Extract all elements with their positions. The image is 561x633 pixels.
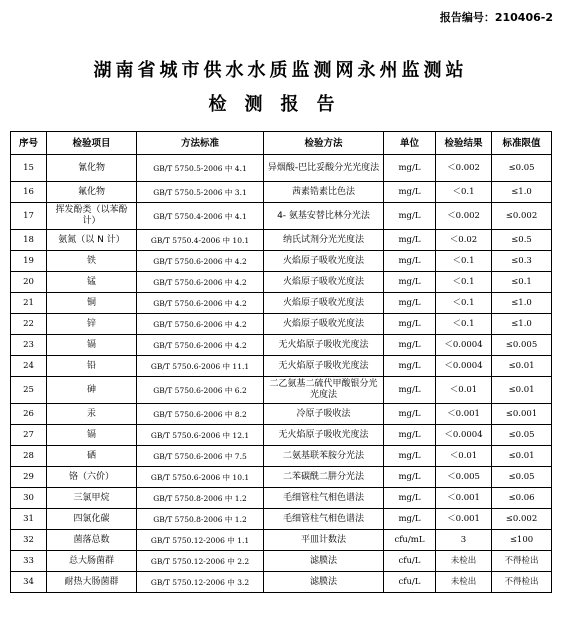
table-row (11, 272, 552, 293)
cell-limit: ≤0.002 (492, 203, 552, 230)
cell-result: ＜0.005 (436, 467, 492, 488)
cell-seq: 19 (11, 251, 47, 272)
column-header-item: 检验项目 (47, 132, 137, 155)
column-header-standard: 方法标准 (137, 132, 264, 155)
cell-unit: mg/L (384, 203, 436, 230)
cell-limit: ≤0.01 (492, 446, 552, 467)
cell-method: 二乙氨基二硫代甲酸银分光光度法 (264, 377, 384, 404)
cell-seq: 23 (11, 335, 47, 356)
cell-seq: 30 (11, 488, 47, 509)
cell-item: 砷 (47, 377, 137, 404)
table-row (11, 356, 552, 377)
cell-result: 未检出 (436, 572, 492, 593)
cell-seq: 24 (11, 356, 47, 377)
cell-standard: GB/T 5750.4-2006 中 10.1 (137, 230, 264, 251)
table-row (11, 230, 552, 251)
table-row (11, 572, 552, 593)
cell-unit: mg/L (384, 467, 436, 488)
cell-limit: ≤0.06 (492, 488, 552, 509)
cell-seq: 26 (11, 404, 47, 425)
cell-unit: mg/L (384, 488, 436, 509)
cell-seq: 25 (11, 377, 47, 404)
cell-limit: ≤0.05 (492, 425, 552, 446)
cell-seq: 27 (11, 425, 47, 446)
cell-unit: cfu/mL (384, 530, 436, 551)
cell-unit: mg/L (384, 293, 436, 314)
cell-seq: 21 (11, 293, 47, 314)
cell-item: 锌 (47, 314, 137, 335)
cell-unit: mg/L (384, 182, 436, 203)
cell-standard: GB/T 5750.6-2006 中 11.1 (137, 356, 264, 377)
table-row (11, 335, 552, 356)
cell-unit: mg/L (384, 356, 436, 377)
column-header-unit: 单位 (384, 132, 436, 155)
cell-item: 硒 (47, 446, 137, 467)
cell-result: 3 (436, 530, 492, 551)
table-row (11, 467, 552, 488)
cell-method: 滤膜法 (264, 551, 384, 572)
cell-item: 总大肠菌群 (47, 551, 137, 572)
cell-standard: GB/T 5750.4-2006 中 4.1 (137, 203, 264, 230)
cell-result: ＜0.01 (436, 446, 492, 467)
column-header-limit: 标准限值 (492, 132, 552, 155)
cell-result: ＜0.001 (436, 488, 492, 509)
cell-limit: ≤0.05 (492, 467, 552, 488)
cell-method: 火焰原子吸收光度法 (264, 251, 384, 272)
cell-method: 无火焰原子吸收光度法 (264, 335, 384, 356)
cell-limit: ≤0.5 (492, 230, 552, 251)
cell-standard: GB/T 5750.6-2006 中 12.1 (137, 425, 264, 446)
cell-limit: 不得检出 (492, 572, 552, 593)
cell-result: ＜0.1 (436, 182, 492, 203)
cell-limit: ≤0.01 (492, 377, 552, 404)
column-header-result: 检验结果 (436, 132, 492, 155)
cell-seq: 17 (11, 203, 47, 230)
cell-seq: 15 (11, 155, 47, 182)
cell-limit: ≤1.0 (492, 293, 552, 314)
cell-limit: ≤1.0 (492, 314, 552, 335)
cell-limit: ≤1.0 (492, 182, 552, 203)
cell-item: 镉 (47, 425, 137, 446)
table-header-row (11, 132, 552, 155)
cell-item: 镉 (47, 335, 137, 356)
cell-limit: ≤100 (492, 530, 552, 551)
cell-item: 菌落总数 (47, 530, 137, 551)
table-row (11, 488, 552, 509)
cell-unit: mg/L (384, 251, 436, 272)
table-row (11, 530, 552, 551)
cell-unit: mg/L (384, 446, 436, 467)
cell-item: 锰 (47, 272, 137, 293)
cell-result: 未检出 (436, 551, 492, 572)
cell-limit: 不得检出 (492, 551, 552, 572)
cell-limit: ≤0.1 (492, 272, 552, 293)
column-header-seq: 序号 (11, 132, 47, 155)
cell-result: ＜0.1 (436, 314, 492, 335)
table-row (11, 251, 552, 272)
column-header-method: 检验方法 (264, 132, 384, 155)
table-row (11, 314, 552, 335)
cell-method: 二苯碳酰二肼分光法 (264, 467, 384, 488)
cell-unit: mg/L (384, 425, 436, 446)
cell-limit: ≤0.001 (492, 404, 552, 425)
cell-seq: 20 (11, 272, 47, 293)
cell-item: 氨氮（以 N 计） (47, 230, 137, 251)
table-row (11, 293, 552, 314)
cell-result: ＜0.002 (436, 203, 492, 230)
cell-method: 无火焰原子吸收光度法 (264, 356, 384, 377)
cell-result: ＜0.01 (436, 377, 492, 404)
cell-unit: mg/L (384, 509, 436, 530)
cell-result: ＜0.02 (436, 230, 492, 251)
table-row (11, 404, 552, 425)
cell-item: 氟化物 (47, 182, 137, 203)
cell-method: 二氨基联苯胺分光法 (264, 446, 384, 467)
cell-method: 毛细管柱气相色谱法 (264, 509, 384, 530)
cell-standard: GB/T 5750.6-2006 中 4.2 (137, 335, 264, 356)
cell-method: 纳氏试剂分光光度法 (264, 230, 384, 251)
cell-seq: 32 (11, 530, 47, 551)
cell-result: ＜0.001 (436, 404, 492, 425)
table-row (11, 155, 552, 182)
cell-unit: cfu/L (384, 572, 436, 593)
cell-result: ＜0.1 (436, 293, 492, 314)
cell-item: 铅 (47, 356, 137, 377)
cell-standard: GB/T 5750.12-2006 中 3.2 (137, 572, 264, 593)
cell-seq: 29 (11, 467, 47, 488)
cell-standard: GB/T 5750.8-2006 中 1.2 (137, 488, 264, 509)
cell-item: 耐热大肠菌群 (47, 572, 137, 593)
cell-seq: 34 (11, 572, 47, 593)
cell-seq: 33 (11, 551, 47, 572)
cell-seq: 22 (11, 314, 47, 335)
cell-unit: cfu/L (384, 551, 436, 572)
cell-item: 汞 (47, 404, 137, 425)
cell-method: 茜素锆素比色法 (264, 182, 384, 203)
cell-method: 无火焰原子吸收光度法 (264, 425, 384, 446)
results-table (10, 131, 552, 593)
cell-seq: 18 (11, 230, 47, 251)
cell-unit: mg/L (384, 404, 436, 425)
cell-limit: ≤0.01 (492, 356, 552, 377)
table-row (11, 377, 552, 404)
cell-result: ＜0.001 (436, 509, 492, 530)
table-row (11, 425, 552, 446)
cell-limit: ≤0.3 (492, 251, 552, 272)
cell-item: 铁 (47, 251, 137, 272)
cell-unit: mg/L (384, 377, 436, 404)
cell-standard: GB/T 5750.12-2006 中 2.2 (137, 551, 264, 572)
cell-seq: 16 (11, 182, 47, 203)
table-row (11, 446, 552, 467)
cell-limit: ≤0.002 (492, 509, 552, 530)
cell-method: 异烟酸-巴比妥酸分光光度法 (264, 155, 384, 182)
cell-unit: mg/L (384, 314, 436, 335)
cell-standard: GB/T 5750.5-2006 中 3.1 (137, 182, 264, 203)
cell-standard: GB/T 5750.12-2006 中 1.1 (137, 530, 264, 551)
cell-seq: 31 (11, 509, 47, 530)
cell-result: ＜0.1 (436, 272, 492, 293)
cell-item: 挥发酚类（以苯酚计） (47, 203, 137, 230)
cell-result: ＜0.0004 (436, 356, 492, 377)
report-number: 报告编号：210406-2 (439, 11, 553, 24)
cell-item: 氰化物 (47, 155, 137, 182)
cell-seq: 28 (11, 446, 47, 467)
cell-standard: GB/T 5750.8-2006 中 1.2 (137, 509, 264, 530)
cell-unit: mg/L (384, 335, 436, 356)
cell-standard: GB/T 5750.6-2006 中 4.2 (137, 314, 264, 335)
table-row (11, 509, 552, 530)
cell-method: 火焰原子吸收光度法 (264, 272, 384, 293)
cell-standard: GB/T 5750.6-2006 中 7.5 (137, 446, 264, 467)
cell-method: 4- 氨基安替比林分光法 (264, 203, 384, 230)
table-row (11, 203, 552, 230)
cell-limit: ≤0.005 (492, 335, 552, 356)
table-row (11, 182, 552, 203)
cell-unit: mg/L (384, 230, 436, 251)
report-title: 湖南省城市供水水质监测网永州监测站 (93, 60, 468, 81)
cell-item: 四氯化碳 (47, 509, 137, 530)
table-row (11, 551, 552, 572)
cell-standard: GB/T 5750.6-2006 中 4.2 (137, 293, 264, 314)
cell-standard: GB/T 5750.6-2006 中 4.2 (137, 272, 264, 293)
cell-item: 铜 (47, 293, 137, 314)
cell-method: 毛细管柱气相色谱法 (264, 488, 384, 509)
cell-method: 火焰原子吸收光度法 (264, 293, 384, 314)
cell-result: ＜0.0004 (436, 425, 492, 446)
cell-method: 火焰原子吸收光度法 (264, 314, 384, 335)
cell-method: 冷原子吸收法 (264, 404, 384, 425)
cell-limit: ≤0.05 (492, 155, 552, 182)
cell-unit: mg/L (384, 155, 436, 182)
cell-result: ＜0.1 (436, 251, 492, 272)
cell-result: ＜0.0004 (436, 335, 492, 356)
cell-result: ＜0.002 (436, 155, 492, 182)
cell-standard: GB/T 5750.6-2006 中 6.2 (137, 377, 264, 404)
cell-item: 三氯甲烷 (47, 488, 137, 509)
report-subtitle: 检测报告 (208, 94, 353, 115)
cell-item: 铬（六价） (47, 467, 137, 488)
cell-standard: GB/T 5750.6-2006 中 10.1 (137, 467, 264, 488)
cell-method: 平皿计数法 (264, 530, 384, 551)
cell-method: 滤膜法 (264, 572, 384, 593)
cell-unit: mg/L (384, 272, 436, 293)
cell-standard: GB/T 5750.5-2006 中 4.1 (137, 155, 264, 182)
cell-standard: GB/T 5750.6-2006 中 8.2 (137, 404, 264, 425)
cell-standard: GB/T 5750.6-2006 中 4.2 (137, 251, 264, 272)
